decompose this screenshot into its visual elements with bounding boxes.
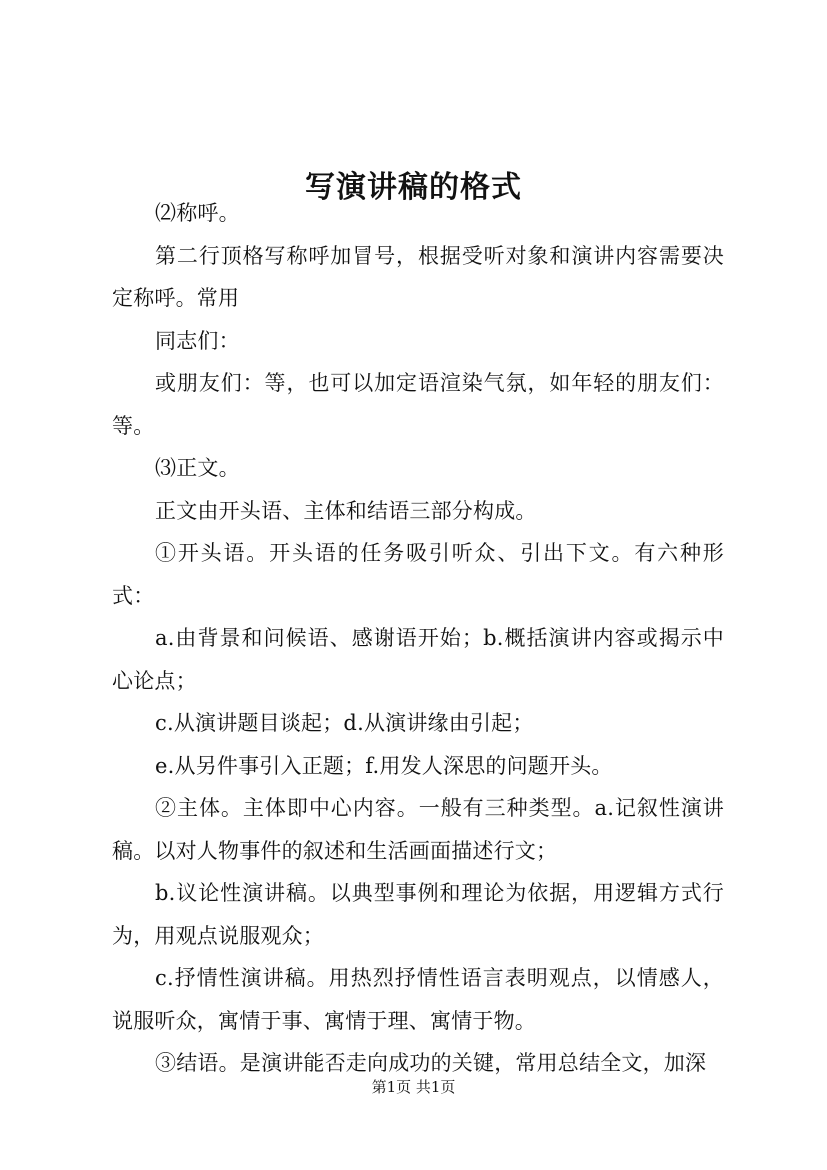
paragraph: c.抒情性演讲稿。用热烈抒情性语言表明观点，以情感人，说服听众，寓情于事、寓情于理、寓情于物。 [112, 966, 724, 1033]
paragraph: ②主体。主体即中心内容。一般有三种类型。a.记叙性演讲稿。以对人物事件的叙述和生活画面描述行文； [112, 796, 724, 863]
paragraph: 同志们： [155, 328, 240, 353]
paragraph: ③结语。是演讲能否走向成功的关键，常用总结全文，加深 [155, 1051, 707, 1075]
document-title: 写演讲稿的格式 [305, 170, 522, 206]
paragraph: e.从另件事引入正题；f.用发人深思的问题开头。 [155, 753, 613, 778]
paragraph: c.从演讲题目谈起；d.从演讲缘由引起； [155, 711, 534, 735]
paragraph: a.由背景和问候语、感谢语开始；b.概括演讲内容或揭示中心论点； [112, 626, 724, 693]
paragraph: ⑵称呼。 [155, 201, 240, 225]
paragraph: 或朋友们：等，也可以加定语渲染气氛，如年轻的朋友们：等。 [112, 371, 724, 438]
paragraph: ①开头语。开头语的任务吸引听众、引出下文。有六种形式： [112, 541, 724, 608]
paragraph: 正文由开头语、主体和结语三部分构成。 [155, 498, 537, 523]
paragraph: ⑶正文。 [155, 456, 240, 480]
document-body [112, 192, 724, 1085]
paragraph: 第二行顶格写称呼加冒号，根据受听对象和演讲内容需要决定称呼。常用 [112, 243, 724, 310]
paragraph: b.议论性演讲稿。以典型事例和理论为依据，用逻辑方式行为，用观点说服观众； [112, 881, 724, 948]
page-footer: 第1页 共1页 [371, 1078, 456, 1096]
